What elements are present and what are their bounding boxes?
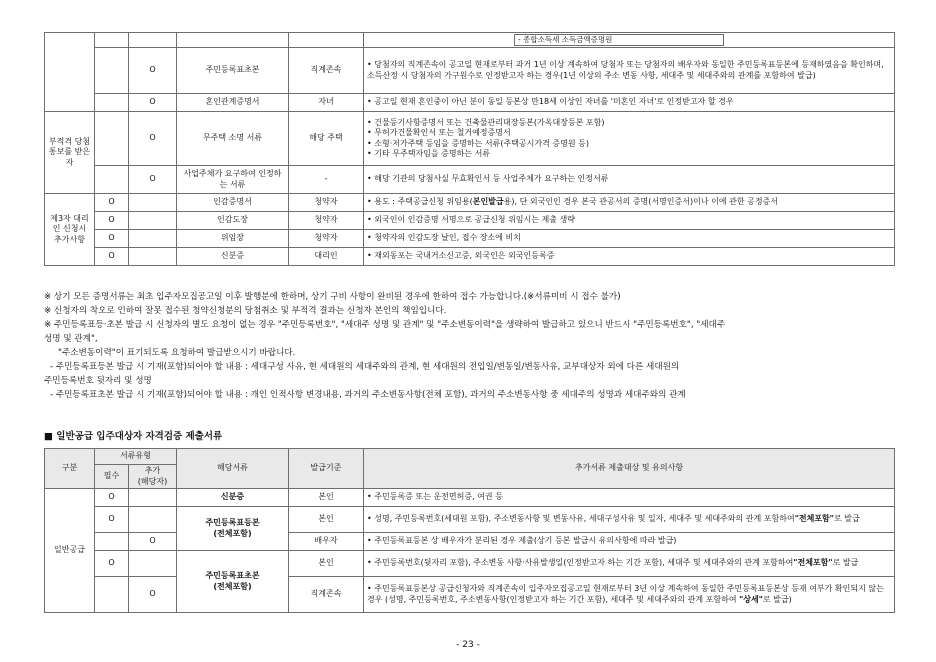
- table-row: O 신분증 대리인 • 재외동포는 국내거소신고증, 외국인은 외국인등록증: [45, 248, 895, 266]
- issue-basis: 청약자: [289, 194, 364, 212]
- table-row: 제3자 대리인 신청시 추가사항 O 인감증명서 청약자 • 용도 : 주택공급신청 위임용(본인발급용), 단 외국인인 경우 본국 관공서의 증명(서명인증서)이나 이에 관한 공정증서: [45, 194, 895, 212]
- general-supply-documents-table: [44, 448, 895, 613]
- note-line: 주민등록번호 뒷자리 및 성명: [44, 376, 152, 386]
- note-line: - 주민등록표등본 발급 시 기재(포함)되어야 할 내용 : 세대구성 사유, 현 세대원의 세대주와의 관계, 현 세대원의 전입일/변동일/변동사유, 교부대상자 외에 다른 세대원의: [50, 362, 680, 372]
- document-name: 주민등록표등본 (전체포함): [177, 507, 289, 551]
- header-required: 필수: [95, 465, 129, 489]
- note-line: ※ 신청자의 착오로 인하여 잘못 접수된 청약신청분의 당첨취소 및 부적격 결과는 신청자 본인의 책임입니다.: [44, 306, 447, 316]
- group-label-proxy: 제3자 대리인 신청시 추가사항: [45, 194, 95, 266]
- notes-block: [44, 290, 904, 402]
- document-name: 인감도장: [177, 212, 289, 230]
- document-notes: • 외국인이 인감증명 서명으로 공급신청 위임시는 제출 생략: [364, 212, 895, 230]
- section-title: ■ 일반공급 입주대상자 자격검증 제출서류: [44, 431, 223, 442]
- document-notes: • 해당 기관의 당첨사실 무효확인서 등 사업주체가 요구하는 인정서류: [364, 166, 895, 194]
- header-extra: 추가 (해당자): [129, 465, 177, 489]
- group-label-general: 일반공급: [45, 489, 95, 613]
- table-row: O 직계존속 • 주민등록표등본상 공급신청자와 직계존속이 입주자모집공고일 현재로부터 3년 이상 계속하여 동일한 주민등록표등본상 등재 여부가 확인되지 않는 경우 (성명, 주민등록번호, 주소변동사항(인정받고자 하는 기간 포함), 세대주 및 세대주와의 관계 포함하여 "상세"로 발급): [45, 577, 895, 613]
- header-basis: 발급기준: [289, 449, 364, 489]
- note-line: - 주민등록표초본 발급 시 기재(포함)되어야 할 내용 : 개인 인적사항 변경내용, 과거의 주소변동사항(전체 포함), 과거의 주소변동사항 중 세대주의 성명과 세대주와의 관계: [50, 390, 686, 400]
- proof-documents-table-continued: [44, 32, 895, 266]
- document-notes: • 용도 : 주택공급신청 위임용(본인발급용), 단 외국인인 경우 본국 관공서의 증명(서명인증서)이나 이에 관한 공정증서: [364, 194, 895, 212]
- issue-basis: 대리인: [289, 248, 364, 266]
- issue-basis: 직계존속: [289, 577, 364, 613]
- document-name: 주민등록표초본: [177, 48, 289, 94]
- issue-basis: 배우자: [289, 533, 364, 551]
- issue-basis: 본인: [289, 507, 364, 533]
- issue-basis: 자녀: [289, 94, 364, 112]
- table-row: 부적격 당첨 통보를 받은 자 O 무주택 소명 서류 해당 주택 • 건물등기사항증명서 또는 건축물관리대장등본(가옥대장등본 포함) • 무허가건물확인서 또는 철거예정증명서 • 소형·저가주택 등임을 증명하는 서류(주택공시가격 증명원 등) • 기타 무주택자임을 증명하는 서류: [45, 112, 895, 166]
- table-row: O 사업주체가 요구하여 인정하는 서류 - • 해당 기관의 당첨사실 무효확인서 등 사업주체가 요구하는 인정서류: [45, 166, 895, 194]
- document-name: 혼인관계증명서: [177, 94, 289, 112]
- issue-basis: 본인: [289, 551, 364, 577]
- document-name: 신분증: [177, 248, 289, 266]
- note-line: 성명 및 관계",: [44, 334, 98, 344]
- issue-basis: 직계존속: [289, 48, 364, 94]
- document-notes: • 주민등록번호(뒷자리 포함), 주소변동 사항·사유발생일(인정받고자 하는 기간 포함), 세대주 및 세대주와의 관계 포함하여"전체포함"로 발급: [364, 551, 895, 577]
- document-notes: • 공고일 현재 혼인중이 아닌 분이 동일 등본상 만18세 이상인 자녀를 '미혼인 자녀'로 인정받고자 할 경우: [364, 94, 895, 112]
- table-row: O 혼인관계증명서 자녀 • 공고일 현재 혼인중이 아닌 분이 동일 등본상 만18세 이상인 자녀를 '미혼인 자녀'로 인정받고자 할 경우: [45, 94, 895, 112]
- table-row: O 인감도장 청약자 • 외국인이 인감증명 서명으로 공급신청 위임시는 제출 생략: [45, 212, 895, 230]
- header-document: 해당서류: [177, 449, 289, 489]
- issue-basis: -: [289, 166, 364, 194]
- table-header-row: [45, 449, 895, 465]
- issue-basis: 청약자: [289, 230, 364, 248]
- document-name: 사업주체가 요구하여 인정하는 서류: [177, 166, 289, 194]
- document-notes: • 주민등록표등본 상 배우자가 분리된 경우 제출(상기 등본 발급시 유의사항에 따라 발급): [364, 533, 895, 551]
- header-notes: 추가서류 제출대상 및 유의사항: [364, 449, 895, 489]
- issue-basis: 해당 주택: [289, 112, 364, 166]
- header-doc-type: 서류유형: [95, 449, 177, 465]
- document-name: 인감증명서: [177, 194, 289, 212]
- note-line: ※ 상기 모든 증명서류는 최초 입주자모집공고일 이후 발행분에 한하며, 상기 구비 사항이 완비된 경우에 한하여 접수 가능합니다.(※서류미비 시 접수 불가): [44, 292, 621, 302]
- table-row: 일반공급 O 신분증 본인 • 주민등록증 또는 운전면허증, 여권 등: [45, 489, 895, 507]
- header-category: 구분: [45, 449, 95, 489]
- issue-basis: 본인: [289, 489, 364, 507]
- table-row: O 배우자 • 주민등록표등본 상 배우자가 분리된 경우 제출(상기 등본 발급시 유의사항에 따라 발급): [45, 533, 895, 551]
- document-notes: • 청약자의 인감도장 날인, 접수 장소에 비치: [364, 230, 895, 248]
- document-notes: • 주민등록증 또는 운전면허증, 여권 등: [364, 489, 895, 507]
- note-line: ※ 주민등록표등·초본 발급 시 신청자의 별도 요청이 없는 경우 "주민등록번호", "세대주 성명 및 관계" 및 "주소변동이력"을 생략하여 발급하고 있으니 반드시 "주민등록번호", "세대주: [44, 320, 726, 330]
- income-certificate-line: - 종합소득세 소득금액증명원: [514, 34, 724, 46]
- table-row: O 주민등록표초본 (전체포함) 본인 • 주민등록번호(뒷자리 포함), 주소변동 사항·사유발생일(인정받고자 하는 기간 포함), 세대주 및 세대주와의 관계 포함하여"전체포함"로 발급: [45, 551, 895, 577]
- table-row: O 위임장 청약자 • 청약자의 인감도장 날인, 접수 장소에 비치: [45, 230, 895, 248]
- document-name: 주민등록표초본 (전체포함): [177, 551, 289, 613]
- group-label-nonwinner: 부적격 당첨 통보를 받은 자: [45, 112, 95, 194]
- document-notes: • 주민등록표등본상 공급신청자와 직계존속이 입주자모집공고일 현재로부터 3년 이상 계속하여 동일한 주민등록표등본상 등재 여부가 확인되지 않는 경우 (성명, 주민등록번호, 주소변동사항(인정받고자 하는 기간 포함), 세대주 및 세대주와의 관계 포함하여 "상세"로 발급): [364, 577, 895, 613]
- document-name: 위임장: [177, 230, 289, 248]
- table-row: O 주민등록표초본 직계존속 • 당첨자의 직계존속이 공고일 현재로부터 과거 1년 이상 계속하여 당첨자 또는 당첨자의 배우자와 동일한 주민등록표등본에 등재하였음을 확인하며, 소득산정 시 당첨자의 가구원수로 인정받고자 하는 경우(1년 이상의 주소 변동 사항, 세대주 및 세대주와의 관계를 포함하여 발급): [45, 48, 895, 94]
- table-row: O 주민등록표등본 (전체포함) 본인 • 성명, 주민등록번호(세대원 포함), 주소변동사항 및 변동사유, 세대구성사유 및 일자, 세대주 및 세대주와의 관계 포함하여"전체포함"로 발급: [45, 507, 895, 533]
- table-row: [45, 33, 895, 48]
- document-name: 무주택 소명 서류: [177, 112, 289, 166]
- page-number: - 23 -: [456, 640, 480, 650]
- document-notes: • 건물등기사항증명서 또는 건축물관리대장등본(가옥대장등본 포함) • 무허가건물확인서 또는 철거예정증명서 • 소형·저가주택 등임을 증명하는 서류(주택공시가격 증명원 등) • 기타 무주택자임을 증명하는 서류: [364, 112, 895, 166]
- document-notes: • 재외동포는 국내거소신고증, 외국인은 외국인등록증: [364, 248, 895, 266]
- note-line: "주소변동이력"이 표기되도록 요청하여 발급받으시기 바랍니다.: [58, 348, 296, 358]
- document-name: 신분증: [177, 489, 289, 507]
- document-notes: • 당첨자의 직계존속이 공고일 현재로부터 과거 1년 이상 계속하여 당첨자 또는 당첨자의 배우자와 동일한 주민등록표등본에 등재하였음을 확인하며, 소득산정 시 당첨자의 가구원수로 인정받고자 하는 경우(1년 이상의 주소 변동 사항, 세대주 및 세대주와의 관계를 포함하여 발급): [364, 48, 895, 94]
- document-notes: • 성명, 주민등록번호(세대원 포함), 주소변동사항 및 변동사유, 세대구성사유 및 일자, 세대주 및 세대주와의 관계 포함하여"전체포함"로 발급: [364, 507, 895, 533]
- issue-basis: 청약자: [289, 212, 364, 230]
